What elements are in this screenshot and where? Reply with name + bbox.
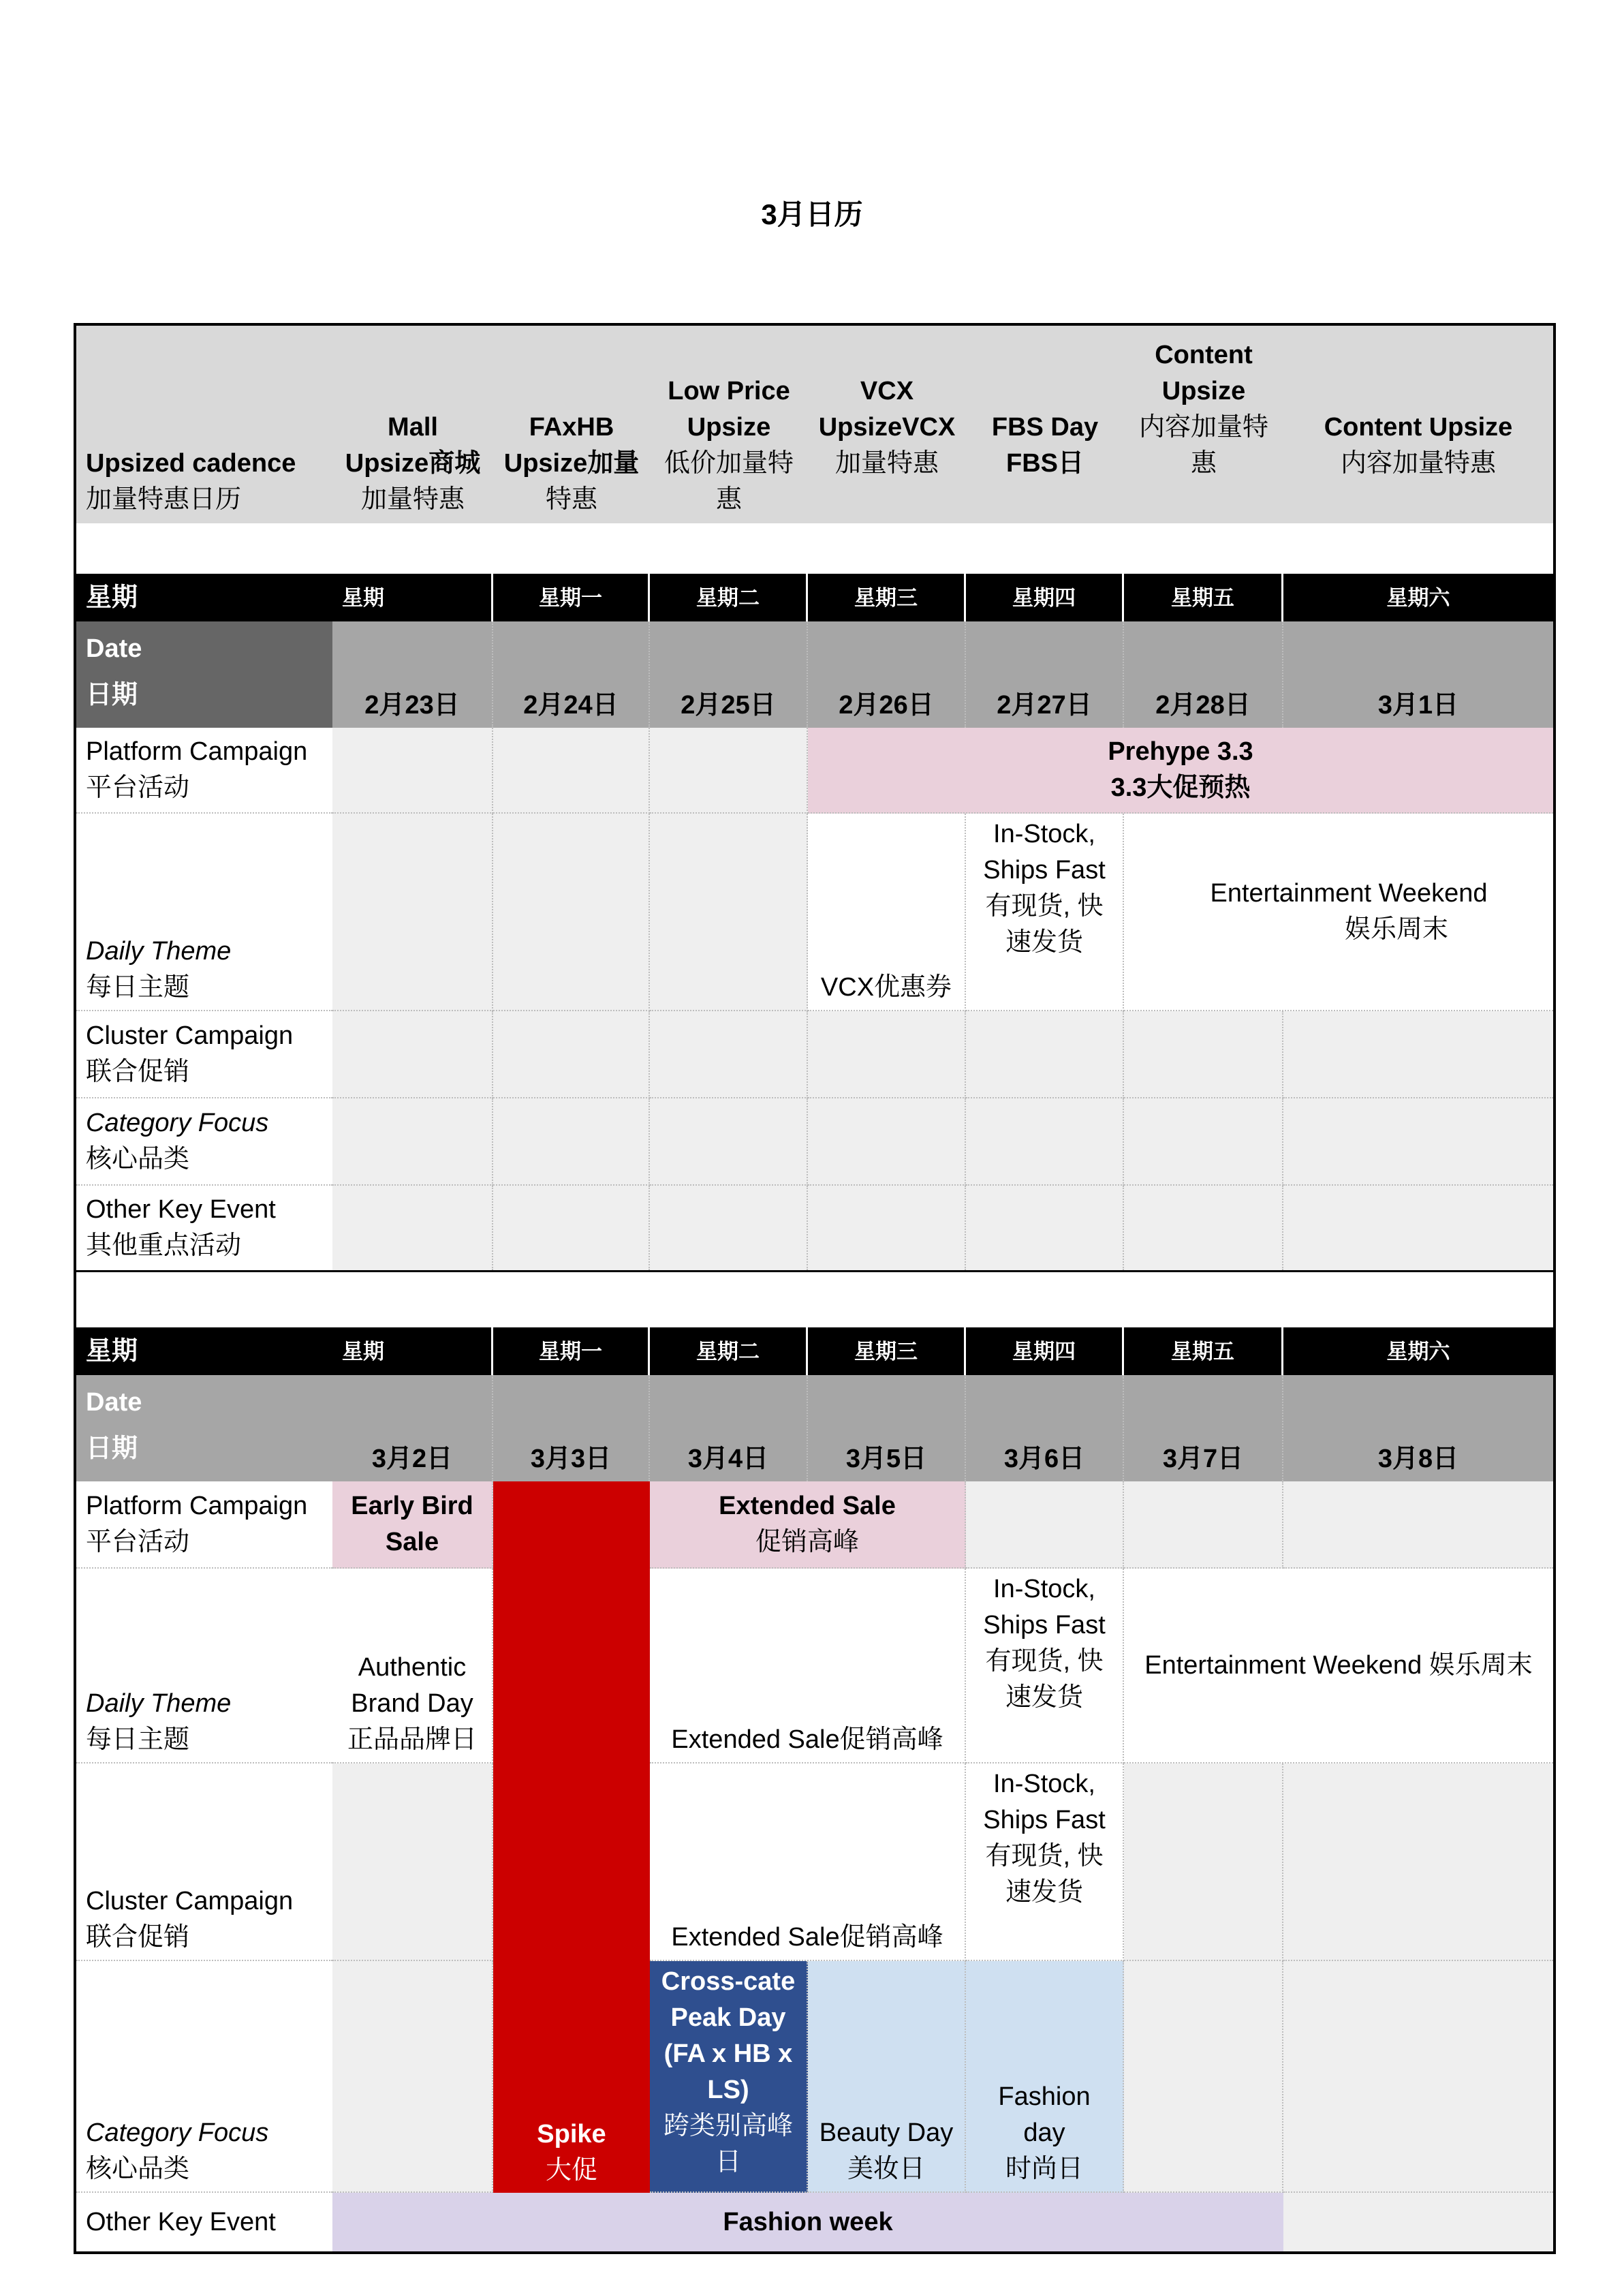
prehype-campaign	[808, 728, 1553, 814]
row-label-cn: 平台活动	[86, 773, 190, 802]
date-cell: 2月26日	[808, 621, 966, 728]
header-line: 加量特惠	[360, 485, 465, 514]
empty-cell	[966, 1186, 1124, 1270]
empty-cell	[1283, 1481, 1553, 1569]
week-divider	[76, 1270, 1553, 1272]
header-vcx-upsize	[808, 326, 966, 523]
header-line: Low Price	[668, 377, 790, 405]
category-line: Beauty Day	[819, 2119, 954, 2147]
category-line: 美妆日	[847, 2155, 925, 2183]
date-label	[76, 1375, 332, 1481]
empty-cell	[1283, 1186, 1553, 1270]
empty-cell	[1283, 1763, 1553, 1961]
empty-cell	[332, 1011, 493, 1098]
theme-line: Brand Day	[351, 1689, 473, 1718]
empty-cell	[1124, 1098, 1283, 1186]
header-line: FAxHB	[529, 413, 614, 442]
theme-line: Ships Fast	[983, 1611, 1106, 1639]
header-low-price-upsize	[650, 326, 808, 523]
fashion-day	[966, 1961, 1124, 2193]
header-content-upsize-1	[1124, 326, 1283, 523]
theme-authentic-brand-day	[332, 1569, 493, 1763]
row-label-cn: 平台活动	[86, 1528, 190, 1556]
row-label-en: Category Focus	[86, 1109, 269, 1137]
campaign-line: 促销高峰	[755, 1528, 859, 1556]
empty-cell	[650, 1011, 808, 1098]
cluster-in-stock	[966, 1763, 1124, 1961]
row-label-cn: 核心品类	[86, 2155, 190, 2183]
weekday-cell: 星期六	[1283, 1327, 1553, 1375]
cross-cate-peak-day	[650, 1961, 808, 2193]
date-cell: 3月5日	[808, 1375, 966, 1481]
date-label-cn: 日期	[86, 681, 138, 709]
early-bird-sale	[332, 1481, 493, 1569]
date-cell: 3月4日	[650, 1375, 808, 1481]
empty-cell	[493, 728, 650, 814]
empty-cell	[493, 1186, 650, 1270]
date-cell: 3月1日	[1283, 621, 1553, 728]
header-line: Content	[1155, 341, 1253, 369]
row-label-platform	[76, 1481, 332, 1569]
header-line: Mall	[388, 413, 438, 442]
row-label-cn: 联合促销	[86, 1923, 190, 1952]
header-faxhb-upsize	[493, 326, 650, 523]
row-label-cn: 联合促销	[86, 1058, 190, 1086]
category-line: Cross-cate	[661, 1967, 796, 1996]
theme-in-stock	[966, 814, 1124, 1011]
row-label-platform	[76, 728, 332, 814]
empty-cell	[332, 728, 493, 814]
row-label-en: Cluster Campaign	[86, 1887, 294, 1915]
empty-cell	[1124, 1763, 1283, 1961]
weekday-cell: 星期一	[493, 574, 650, 621]
date-cell: 2月27日	[966, 621, 1124, 728]
empty-cell	[650, 728, 808, 814]
row-label-cluster	[76, 1763, 332, 1961]
theme-extended-sale: Extended Sale促销高峰	[650, 1569, 966, 1763]
calendar-table	[74, 323, 1556, 2254]
empty-cell	[1124, 1011, 1283, 1098]
weekday-cell: 星期二	[650, 1327, 808, 1375]
cluster-line: In-Stock,	[993, 1770, 1095, 1798]
theme-line: In-Stock,	[993, 820, 1095, 848]
empty-cell	[493, 814, 650, 1011]
empty-cell	[650, 814, 808, 1011]
cluster-line: 有现货, 快	[985, 1842, 1104, 1870]
row-label-cn: 核心品类	[86, 1145, 190, 1173]
category-line: LS)	[707, 2076, 749, 2104]
fashion-week: Fashion week	[332, 2193, 1283, 2251]
theme-vcx-coupon: VCX优惠券	[808, 814, 966, 1011]
header-content-upsize-2	[1283, 326, 1553, 523]
weekday-label: 星期	[76, 1327, 332, 1375]
row-label-theme	[76, 1569, 332, 1763]
empty-cell	[650, 1098, 808, 1186]
empty-cell	[966, 1481, 1124, 1569]
theme-line: 速发货	[1005, 928, 1083, 957]
header-fbs-day	[966, 326, 1124, 523]
header-line: Upsize	[687, 413, 771, 442]
header-label-en: Upsized cadence	[86, 449, 296, 478]
weekday-cell: 星期	[332, 1327, 493, 1375]
weekday-cell: 星期三	[808, 1327, 966, 1375]
date-label-cn: 日期	[86, 1434, 138, 1463]
campaign-line: Extended Sale	[719, 1492, 896, 1520]
header-line: Upsize商城	[345, 449, 481, 478]
category-line: 时尚日	[1005, 2155, 1083, 2183]
category-line: (FA x HB x	[663, 2039, 793, 2068]
weekday-cell: 星期四	[966, 574, 1124, 621]
header-line: 特惠	[545, 485, 597, 514]
empty-cell	[808, 1011, 966, 1098]
spike-line: Spike	[537, 2120, 606, 2148]
row-label-en: Platform Campaign	[86, 737, 308, 766]
header-line: Upsize	[1161, 377, 1246, 405]
theme-line: Authentic	[358, 1653, 467, 1682]
category-line: Peak Day	[670, 2003, 786, 2032]
empty-cell	[1283, 1011, 1553, 1098]
theme-line: 速发货	[1005, 1683, 1083, 1712]
header-mall-upsize	[332, 326, 493, 523]
empty-cell	[1124, 1481, 1283, 1569]
extended-sale	[650, 1481, 966, 1569]
empty-cell	[332, 1186, 493, 1270]
header-line: Upsize加量	[503, 449, 640, 478]
row-label-theme	[76, 814, 332, 1011]
date-cell: 3月6日	[966, 1375, 1124, 1481]
weekday-label: 星期	[76, 574, 332, 621]
category-line: Fashion	[998, 2082, 1091, 2111]
theme-line: Entertainment Weekend	[1210, 879, 1488, 908]
empty-cell	[493, 1011, 650, 1098]
empty-cell	[1124, 1186, 1283, 1270]
header-upsized-cadence	[76, 326, 332, 523]
header-line: 低价加量特	[663, 449, 794, 478]
category-line: 跨类别高峰	[663, 2112, 793, 2140]
date-cell: 2月25日	[650, 621, 808, 728]
row-label-other: Other Key Event	[76, 2193, 332, 2251]
theme-in-stock	[966, 1569, 1124, 1763]
empty-cell	[650, 1186, 808, 1270]
row-label-cn: 每日主题	[86, 1725, 190, 1754]
theme-line: In-Stock,	[993, 1575, 1095, 1603]
spike-line: 大促	[545, 2156, 597, 2185]
date-cell: 3月3日	[493, 1375, 650, 1481]
header-line: FBS日	[1005, 449, 1084, 478]
campaign-line: Sale	[385, 1528, 439, 1556]
row-label-category	[76, 1098, 332, 1186]
header-line: VCX	[860, 377, 914, 405]
theme-line: 有现货, 快	[985, 892, 1104, 921]
header-line: 惠	[1190, 449, 1217, 478]
empty-cell	[493, 1098, 650, 1186]
cluster-line: 速发货	[1005, 1878, 1083, 1907]
date-label-en: Date	[86, 634, 142, 663]
theme-line: Ships Fast	[983, 856, 1106, 884]
date-label	[76, 621, 332, 728]
date-cell: 3月2日	[332, 1375, 493, 1481]
empty-cell	[1283, 1098, 1553, 1186]
theme-entertainment-weekend	[1124, 814, 1553, 1011]
weekday-cell: 星期三	[808, 574, 966, 621]
empty-cell	[332, 814, 493, 1011]
date-cell: 3月8日	[1283, 1375, 1553, 1481]
category-line: 日	[715, 2148, 741, 2176]
header-line: 惠	[715, 485, 742, 514]
empty-cell	[808, 1186, 966, 1270]
header-line: UpsizeVCX	[818, 413, 956, 442]
empty-cell	[966, 1098, 1124, 1186]
category-line: day	[1023, 2119, 1065, 2147]
header-line: 内容加量特惠	[1340, 449, 1496, 478]
theme-entertainment-weekend: Entertainment Weekend 娱乐周末	[1124, 1569, 1553, 1763]
weekday-cell: 星期四	[966, 1327, 1124, 1375]
row-label-other	[76, 1186, 332, 1270]
date-label-en: Date	[86, 1388, 142, 1417]
row-label-cn: 每日主题	[86, 973, 190, 1002]
header-line: 内容加量特	[1138, 413, 1268, 442]
empty-cell	[808, 1098, 966, 1186]
row-label-cn: 其他重点活动	[86, 1231, 242, 1260]
theme-line: 娱乐周末	[1344, 915, 1448, 944]
header-line: 加量特惠	[834, 449, 939, 478]
campaign-line: Prehype 3.3	[1108, 737, 1253, 766]
row-label-en: Cluster Campaign	[86, 1021, 294, 1050]
header-line: Content Upsize	[1324, 413, 1513, 442]
empty-cell	[332, 1763, 493, 1961]
theme-line: 正品品牌日	[347, 1725, 477, 1754]
date-cell: 2月23日	[332, 621, 493, 728]
spike-event	[493, 1481, 650, 2193]
weekday-cell: 星期二	[650, 574, 808, 621]
weekday-cell: 星期六	[1283, 574, 1553, 621]
weekday-cell: 星期一	[493, 1327, 650, 1375]
empty-cell	[966, 1011, 1124, 1098]
beauty-day	[808, 1961, 966, 2193]
campaign-line: 3.3大促预热	[1110, 773, 1251, 802]
empty-cell	[332, 1961, 493, 2193]
page-title: 3月日历	[761, 198, 863, 230]
row-label-en: Daily Theme	[86, 937, 232, 966]
empty-cell	[1283, 2193, 1553, 2251]
cluster-line: Ships Fast	[983, 1806, 1106, 1834]
date-cell: 2月24日	[493, 621, 650, 728]
row-label-en: Daily Theme	[86, 1689, 232, 1718]
empty-cell	[332, 1098, 493, 1186]
empty-cell	[1283, 1961, 1553, 2193]
date-cell: 2月28日	[1124, 621, 1283, 728]
weekday-cell: 星期	[332, 574, 493, 621]
header-line: FBS Day	[991, 413, 1099, 442]
weekday-cell: 星期五	[1124, 1327, 1283, 1375]
date-cell: 3月7日	[1124, 1375, 1283, 1481]
row-label-en: Other Key Event	[86, 1195, 276, 1224]
row-label-en: Platform Campaign	[86, 1492, 308, 1520]
row-label-en: Category Focus	[86, 2119, 269, 2147]
row-label-category	[76, 1961, 332, 2193]
campaign-line: Early Bird	[351, 1492, 473, 1520]
header-label-cn: 加量特惠日历	[86, 485, 242, 514]
empty-cell	[1124, 1961, 1283, 2193]
row-label-cluster	[76, 1011, 332, 1098]
theme-line: 有现货, 快	[985, 1647, 1104, 1676]
cluster-extended-sale: Extended Sale促销高峰	[650, 1763, 966, 1961]
weekday-cell: 星期五	[1124, 574, 1283, 621]
